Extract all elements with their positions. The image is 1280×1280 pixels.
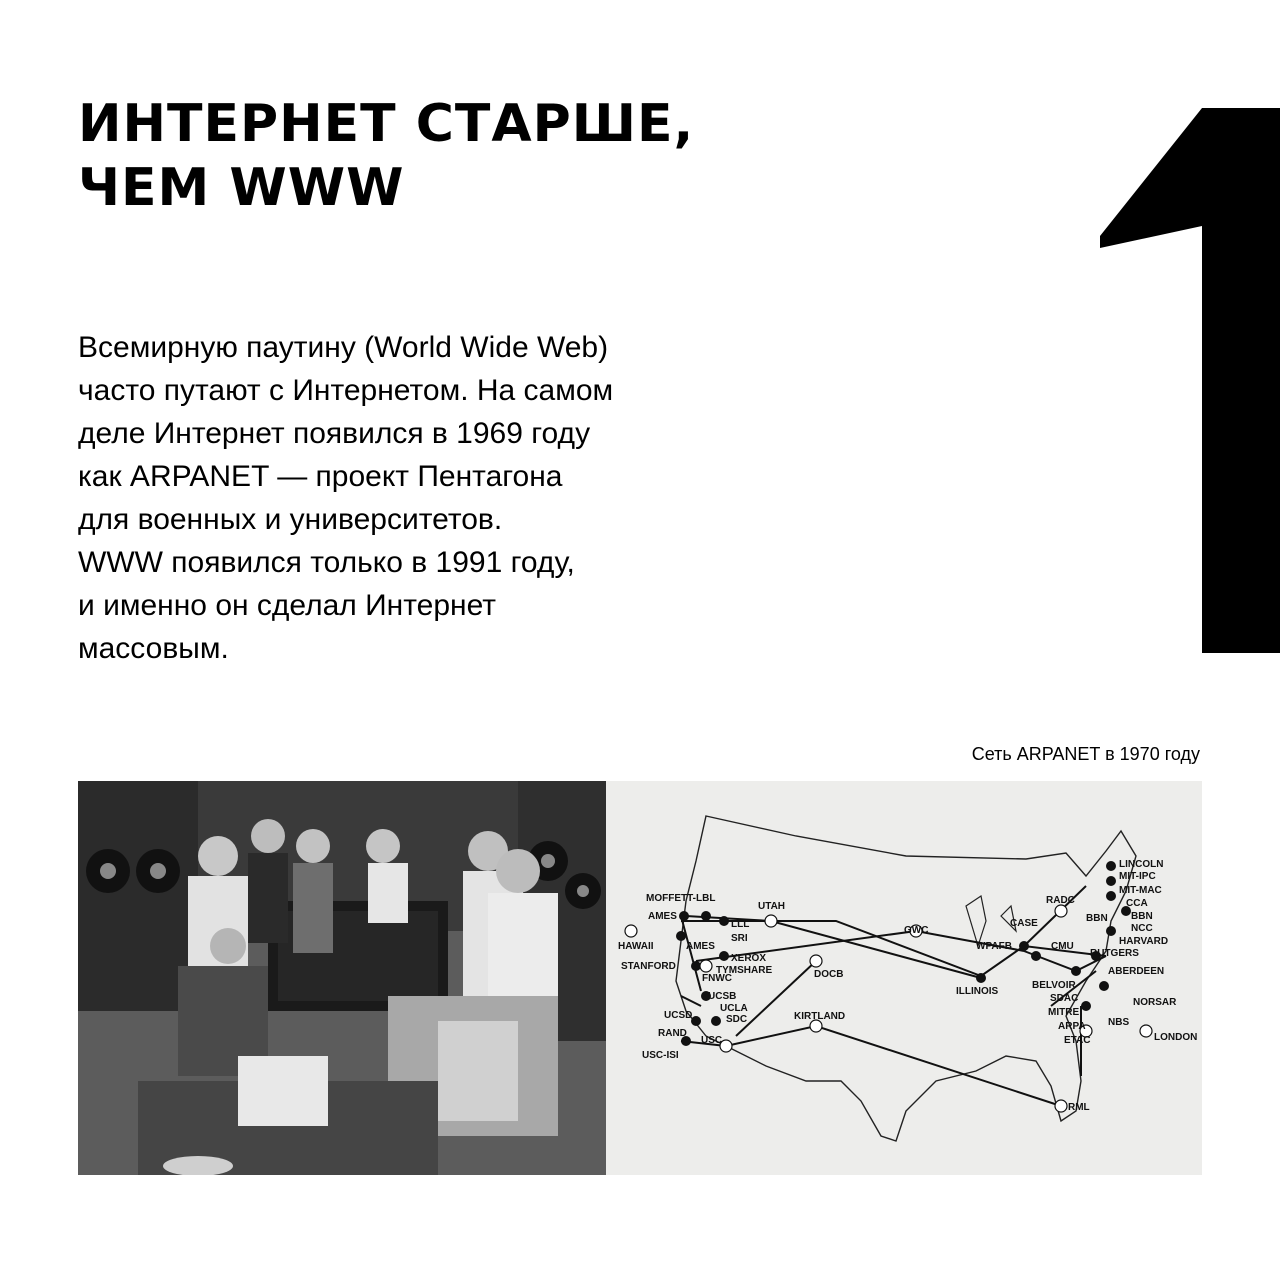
fact-number (1100, 108, 1280, 653)
map-label-bbn: BBN (1086, 913, 1108, 924)
body-line: как ARPANET — проект Пентагона (78, 460, 563, 493)
body-line: для военных и университетов. (78, 503, 503, 536)
map-label-illinois: ILLINOIS (956, 986, 999, 997)
body-line: WWW появился только в 1991 году, (78, 546, 575, 579)
map-label-case: CASE (1010, 918, 1038, 929)
map-label-rml: RML (1068, 1102, 1090, 1113)
map-label-etac: ETAC (1064, 1035, 1091, 1046)
map-label-nbs: NBS (1108, 1017, 1130, 1028)
map-label-usc-isi: USC-ISI (642, 1050, 679, 1061)
headline (78, 92, 778, 220)
number-one-glyph (1100, 108, 1280, 653)
map-label-mit-ipc: MIT-IPC (1119, 871, 1156, 882)
map-label-lll: LLL (731, 919, 750, 930)
map-label-cca: CCA (1126, 898, 1148, 909)
map-label-moffett-lbl: MOFFETT-LBL (646, 893, 716, 904)
map-label-bbn-2: BBN (1131, 911, 1153, 922)
map-label-sdac: SDAC (1050, 993, 1079, 1004)
map-label-mit-mac: MIT-MAC (1119, 885, 1162, 896)
map-label-ucsb: UCSB (708, 991, 737, 1002)
map-label-kirtland: KIRTLAND (794, 1011, 846, 1022)
body-line: массовым. (78, 632, 229, 665)
map-label-london: LONDON (1154, 1032, 1198, 1043)
map-label-wpafb: WPAFB (976, 941, 1012, 952)
map-label-xerox: XEROX (731, 953, 767, 964)
body-paragraph (78, 326, 758, 670)
map-label-fnwc: FNWC (702, 973, 732, 984)
map-label-mitre: MITRE (1048, 1007, 1080, 1018)
map-label-utah: UTAH (758, 901, 786, 912)
map-label-arpa: ARPA (1058, 1021, 1086, 1032)
map-label-ucla: UCLA (720, 1003, 748, 1014)
body-line: деле Интернет появился в 1969 году (78, 417, 591, 450)
map-label-belvoir: BELVOIR (1032, 980, 1076, 991)
computer-room-photo (78, 781, 606, 1175)
map-label-ames-2: AMES (686, 941, 715, 952)
map-label-ncc: NCC (1131, 923, 1153, 934)
body-line: и именно он сделал Интернет (78, 589, 497, 622)
image-caption: Сеть ARPANET в 1970 году (971, 744, 1200, 764)
map-label-cmu: CMU (1051, 941, 1074, 952)
headline-line-2: ЧЕМ WWW (78, 158, 405, 218)
map-label-aberdeen: ABERDEEN (1108, 966, 1165, 977)
body-line: часто путают с Интернетом. На самом (78, 374, 614, 407)
map-label-norsar: NORSAR (1133, 997, 1177, 1008)
headline-line-1: ИНТЕРНЕТ СТАРШЕ, (78, 94, 695, 154)
map-label-stanford: STANFORD (621, 961, 676, 972)
arpanet-map (606, 781, 1202, 1175)
map-label-usc: USC (701, 1035, 723, 1046)
map-label-radc: RADC (1046, 895, 1075, 906)
map-label-hawaii: HAWAII (618, 941, 654, 952)
map-label-sri: SRI (731, 933, 748, 944)
body-line: Всемирную паутину (World Wide Web) (78, 331, 609, 364)
map-label-lincoln: LINCOLN (1119, 859, 1164, 870)
map-label-harvard: HARVARD (1119, 936, 1169, 947)
map-label-rutgers: RUTGERS (1090, 948, 1139, 959)
map-label-gwc: GWC (904, 925, 929, 936)
map-label-tymshare: TYMSHARE (716, 965, 773, 976)
map-label-docb: DOCB (814, 969, 844, 980)
map-label-ames: AMES (648, 911, 677, 922)
map-label-sdc: SDC (726, 1014, 748, 1025)
map-label-rand: RAND (658, 1028, 687, 1039)
map-label-ucsd: UCSD (664, 1010, 693, 1021)
